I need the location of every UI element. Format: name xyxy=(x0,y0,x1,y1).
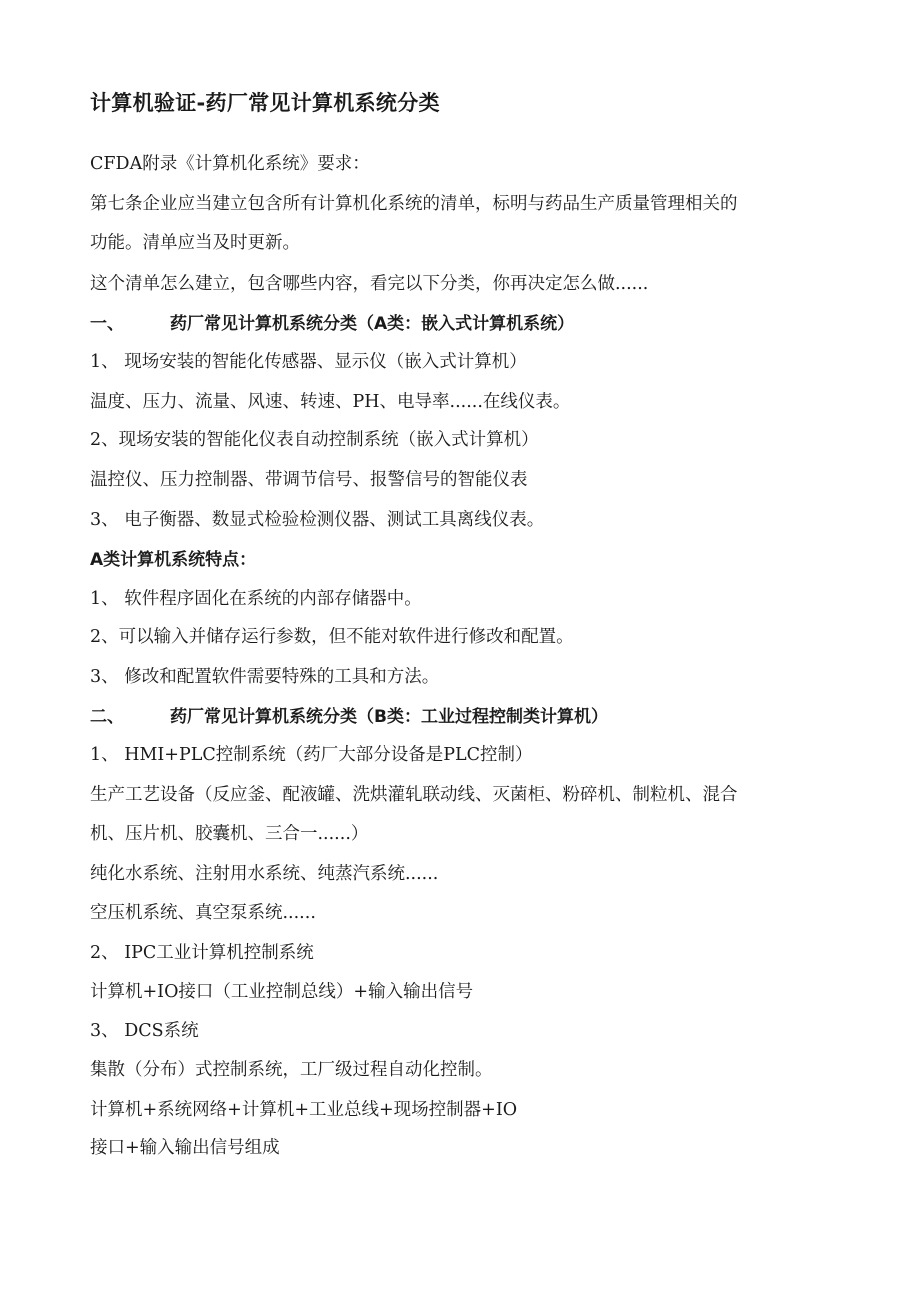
section-b-item-3-detail-3: 接口+输入输出信号组成 xyxy=(90,1138,280,1158)
section-b-item-1-detail-3: 纯化水系统、注射用水系统、纯蒸汽系统...... xyxy=(90,864,439,884)
intro-question: 这个清单怎么建立，包含哪些内容，看完以下分类，你再决定怎么做...... xyxy=(90,274,649,294)
section-a-number: 一、 xyxy=(90,314,124,334)
section-b-item-2-detail: 计算机+IO接口（工业控制总线）+输入输出信号 xyxy=(90,982,474,1002)
section-a-feature-3: 3、 修改和配置软件需要特殊的工具和方法。 xyxy=(90,667,440,687)
section-a-title: 药厂常见计算机系统分类（A类：嵌入式计算机系统） xyxy=(170,314,575,334)
section-b-number: 二、 xyxy=(90,707,124,727)
article-line-2: 功能。清单应当及时更新。 xyxy=(90,233,300,253)
section-b-item-3-detail-1: 集散（分布）式控制系统，工厂级过程自动化控制。 xyxy=(90,1060,493,1080)
section-a-item-1-detail: 温度、压力、流量、风速、转速、PH、电导率......在线仪表。 xyxy=(90,392,571,412)
section-b-item-2: 2、 IPC工业计算机控制系统 xyxy=(90,943,314,963)
section-b-item-1: 1、 HMI+PLC控制系统（药厂大部分设备是PLC控制） xyxy=(90,745,533,765)
section-a-feature-1: 1、 软件程序固化在系统的内部存储器中。 xyxy=(90,589,422,609)
document-title: 计算机验证-药厂常见计算机系统分类 xyxy=(90,91,440,115)
section-b-item-3-detail-2: 计算机+系统网络+计算机+工业总线+现场控制器+IO xyxy=(90,1100,518,1120)
section-b-item-1-detail-4: 空压机系统、真空泵系统...... xyxy=(90,903,316,923)
section-b-heading xyxy=(90,703,830,731)
section-a-item-1: 1、 现场安装的智能化传感器、显示仪（嵌入式计算机） xyxy=(90,352,527,372)
section-b-item-3: 3、 DCS系统 xyxy=(90,1021,199,1041)
section-a-item-3: 3、 电子衡器、数显式检验检测仪器、测试工具离线仪表。 xyxy=(90,510,545,530)
article-line-1: 第七条企业应当建立包含所有计算机化系统的清单，标明与药品生产质量管理相关的 xyxy=(90,194,738,214)
section-b-item-1-detail-1: 生产工艺设备（反应釜、配液罐、洗烘灌轧联动线、灭菌柜、粉碎机、制粒机、混合 xyxy=(90,785,738,805)
section-a-feature-2: 2、可以输入并储存运行参数，但不能对软件进行修改和配置。 xyxy=(90,627,574,647)
section-a-item-2-detail: 温控仪、压力控制器、带调节信号、报警信号的智能仪表 xyxy=(90,470,528,490)
section-b-title: 药厂常见计算机系统分类（B类：工业过程控制类计算机） xyxy=(170,707,608,727)
section-a-features-heading: A类计算机系统特点： xyxy=(90,550,257,570)
section-a-item-2: 2、现场安装的智能化仪表自动控制系统（嵌入式计算机） xyxy=(90,430,539,450)
section-a-heading xyxy=(90,310,830,338)
requirement-heading: CFDA附录《计算机化系统》要求： xyxy=(90,154,370,174)
section-b-item-1-detail-2: 机、压片机、胶囊机、三合一......） xyxy=(90,824,369,844)
